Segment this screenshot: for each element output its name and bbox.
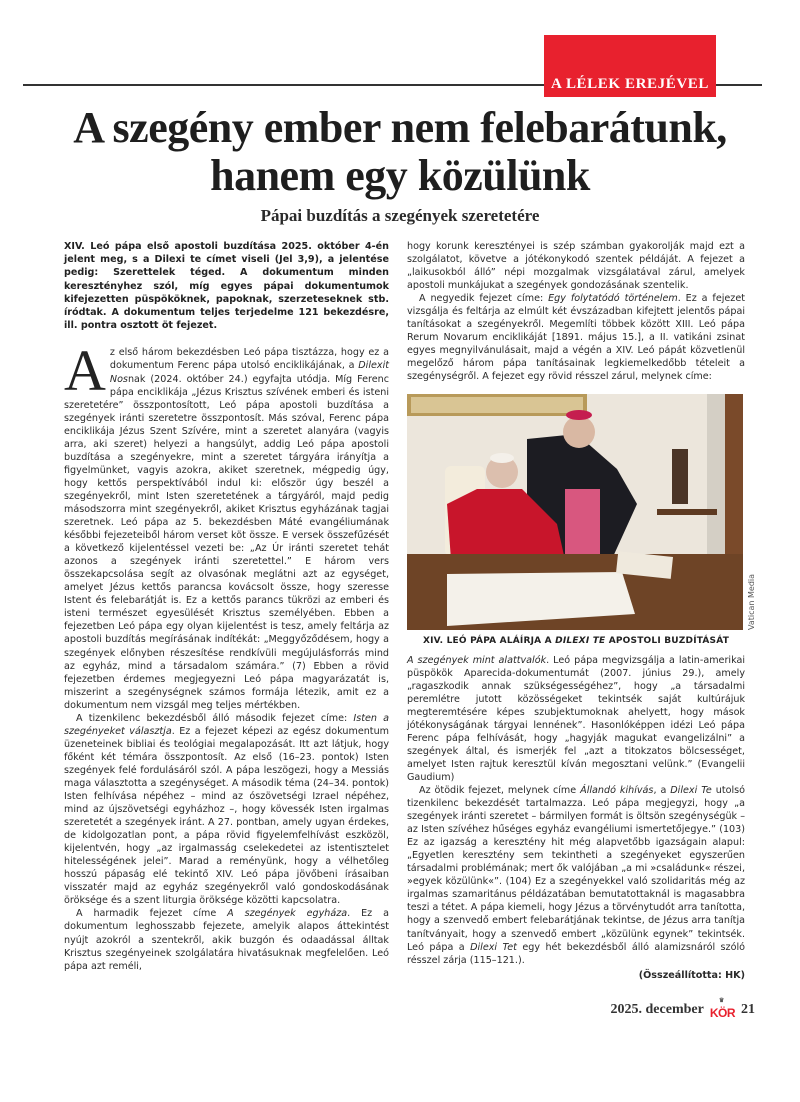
article-photo <box>407 394 743 630</box>
masthead <box>0 0 800 100</box>
text-run: . Ez a dokumentum leghosszabb fejezete, amelyik alapos áttekintést nyújt azokról a szentekről, akik buzgón és odaadással álltak Krisztus szegényeinek szolgálatára hivatásuknak megfelelően. Leó pápa azt reméli, <box>64 908 389 972</box>
page-footer <box>0 982 800 1040</box>
text-run: . Leó pápa megvizsgálja a latin-amerikai püspökök Aparecida-dokumentumát (2007. június 29.), amely „ragaszkodik annak szükségességéhez”, hogy „a társadalmi peremlétre jutott közösségeket tekintsék saját kultúrájuk megteremtésére képes szubjektumoknak ahelyett, hogy mások jótékonyságának tárgyai lennének”. Hasonlóképpen idézi Leó pápa Ferenc pápa felhívását, hogy „hagyják magukat evangelizálni” a szegények által, és ismerjék fel „azt a titokzatos bölcsességet, amelyet Isten rajtuk keresztül kíván megosztani velünk.” (Evangelii Gaudium) <box>407 654 745 783</box>
drop-cap: A <box>64 338 106 404</box>
paragraph-3-continued: hogy korunk keresztényei is szép számban gyakorolják majd ezt a szolgálatot, követve a jótékonykodó szentek példáját. A fejezet a „laikusokból álló” népi mozgalmak vizsgálatával zárul, amelyek apostoli munkájukat a szegények gondozásának szentelik. <box>407 241 745 292</box>
article-subtitle: Pápai buzdítás a szegények szeretetére <box>260 206 540 225</box>
caption-text: APOSTOLI BUZDÍTÁSÁT <box>605 635 730 646</box>
italic-title: Dilexi Te <box>670 784 712 796</box>
crown-icon: ♛ <box>718 997 724 1004</box>
header-rule <box>23 84 544 86</box>
text-run: egy hét bekezdésből álló alamizsnáról szóló résszel zárja (115–121.). <box>407 941 745 966</box>
section-label: A LÉLEK EREJÉVEL <box>551 76 709 92</box>
magazine-logo <box>709 997 735 1020</box>
paragraph-6 <box>407 784 745 967</box>
page-number: 21 <box>741 1001 755 1017</box>
left-column-wrap <box>64 240 389 973</box>
italic-title: Dilexit Nos <box>109 360 389 385</box>
text-run: Az ötödik fejezet, melynek címe <box>419 784 581 796</box>
lead-paragraph: XIV. Leó pápa első apostoli buzdítása 2025. október 4-én jelent meg, s a Dilexi te címet viseli (Jel 3,9), a jelentése pedig: Szerettelek téged. A dokumentum minden keresztényhez szól, míg egyes pápai dokumentumok kifejezetten püspököknek, papoknak, szerzeteseknek stb. íródtak. A dokumentum teljes terjedelme 121 bekezdésre, ill. pontra osztott öt fejezet. <box>64 241 389 332</box>
text-run: nak (2024. október 24.) egyfajta utódja. Míg Ferenc pápa enciklikája „Jézus Krisztus szívének emberi és isteni szeretetére” összpontosított, Leó pápa apostoli buzdítása a szegények iránti szeretetre összpontosít. Más szóval, Ferenc pápa enciklikája Jézus Szent Szívére, mint a szeretet alanyára (vagyis arra, aki szeret) helyezi a hangsúlyt, addig Leó pápa apostoli buzdítása a szegényekre, mint a szeretet tárgyára irányítja a figyelmünket, vagyis azokra, akiket szeretnek, mégpedig úgy, hogy kettős perspektívából indul ki: először úgy beszél a szegényekről, mint Isten szeretetének a tárgyáról, majd pedig másodszorra mint szegényekről, akiket Krisztus egyházának tagjai szeretnek. Leó pápa az 5. bekezdésben Máté evangéliumának későbbi fejezeteiből három verset köt össze. E versek összefűzését a következő kijelentéssel vezeti be: „Az Úr iránti szeretet tehát azonos a szegények iránti szeretettel.” E három vers összekapcsolása segít az olvasónak meglátni azt az egységet, amelyet Jézus kettős parancsa kovácsolt össze, hogy szeresse Istent és felebarátját is. Ez a kettős parancs tükrözi az emberi és isteni természet egyesülését Krisztus személyében. Ebben a fejezetben Leó pápa egy olyan kijelentést is tesz, amely feltárja az apostoli buzdítás megírásának indítékát: „Meggyőződésem, hogy a szegények előnyben részesítése rendkívüli megújulásforrás mind az egyház, mind a társadalom számára.” (7) Ebben a rövid fejezetben érdemes megjegyezni Leó pápa magyarázatát is, miszerint a szegénységnek számos formája létezik, amit ez a dokumentum nem vizsgál meg teljes mértékben. <box>64 373 389 711</box>
article-columns <box>0 226 800 982</box>
issue-date: 2025. december <box>610 1001 704 1017</box>
text-run: A tizenkilenc bekezdésből álló második fejezet címe: <box>76 712 354 724</box>
header-rule-right <box>716 84 762 86</box>
caption-italic: DILEXI TE <box>555 635 606 646</box>
italic-title: Isten a szegényeket választja <box>64 712 389 737</box>
body-column-right-top <box>407 240 745 384</box>
caption-text: XIV. LEÓ PÁPA ALÁÍRJA A <box>422 635 556 646</box>
photo-caption <box>407 636 745 646</box>
paragraph-4 <box>407 292 745 383</box>
title-line-1: A szegény ember nem felebarátunk, <box>73 103 727 152</box>
logo-text: KÖR <box>709 1005 735 1020</box>
photo-credit-wrap <box>747 394 759 630</box>
body-column-right-bottom <box>407 654 745 982</box>
body-column-left <box>64 338 389 972</box>
italic-title: Egy folytatódó történelem <box>548 293 678 305</box>
italic-title: A szegények egyháza <box>227 908 348 920</box>
text-run: A harmadik fejezet címe <box>76 908 228 920</box>
text-run: A negyedik fejezet címe: <box>419 293 549 305</box>
paragraph-5 <box>407 654 745 784</box>
author-signoff: (Összeállította: HK) <box>638 969 745 981</box>
section-tag <box>544 35 716 97</box>
text-run: , a <box>653 784 671 796</box>
paragraph-3 <box>64 907 389 972</box>
article-title <box>0 104 800 200</box>
italic-title: Állandó kihívás <box>580 784 654 796</box>
photo-credit: Vatican Media <box>747 573 756 630</box>
title-line-2: hanem egy közülünk <box>210 151 590 200</box>
paragraph-1 <box>64 338 389 711</box>
italic-title: Dilexi Tet <box>470 941 517 953</box>
article-figure <box>407 394 756 646</box>
text-run: . Ez a fejezet vizsgálja és feltárja az elmúlt két évszázadban kifejtett jelentős pápai tanításokat a szegényekről. Megemlíti többek között XIII. Leó pápa Rerum Novarum enciklikáját [1891. május 15.], a II. vatikáni zsinat egyes megnyilvánulásait, majd a végén a XIV. Leó pápát közvetlenül megelőző három pápa tanításainak legkiemelkedőbb tételeit a szegénységről. A fejezet egy rövid résszel zárul, melynek címe: <box>407 293 745 383</box>
paragraph-2 <box>64 712 389 908</box>
text-run: z első három bekezdésben Leó pápa tisztázza, hogy ez a dokumentum Ferenc pápa utolsó enciklikájának, a <box>109 347 389 372</box>
photo-pope-signing <box>407 394 743 630</box>
text-run: . Ez a fejezet képezi az egész dokumentum üzeneteinek bibliai és teológiai megalapozását. Itt azt látjuk, hogy főként két témára összpontosít. Az első (16–23. pontok) Isten szegények felé fordulásáról szól. A pápa leszögezi, hogy a Messiás maga választotta a szegénységet. A második téma (24–34. pontok) Isten felhívása népéhez – mind az ószövetségi Izrael népéhez, mind az újszövetségi egyházhoz –, hogy kövessék Isten irgalmas szeretetét a szegények iránt. A 27. pontban, amely ugyan érdekes, de kidolgozatlan pont, a pápa rövid figyelemfelhívást eszközöl, kijelentvén, hogy „az irgalmasság cselekedetei az istentisztelet hitelességének jelei”. Marad a reményünk, hogy a vélhetőleg hosszú pápaság elé tekintő XIV. Leó pápa jövőbeni írásaiban visszatér majd az egyház szegényekről való gondoskodásának öröksége és a szent liturgia öröksége közötti kapcsolatra. <box>64 725 389 907</box>
text-run: utolsó tizenkilenc bekezdését tartalmazza. Leó pápa megjegyzi, hogy „a szegények iránti szeretet – bármilyen formát is öltsön szegénységük – az Isten szívéhez hűséges egyház evangéliumi ismertetőjegye.” (103) Ez az igazság a keresztény hit még alapvetőbb igazságain alapul: „Egyetlen keresztény sem tekintheti a szegényeket egyszerűen társadalmi problémának; mert ők valójában „a mi »családunk« részei, »egyek közülünk«”. (104) Ez a szegényekkel való szolidaritás még az irgalmas szamaritánus példázatában bemutatottaknál is magasabbra teszi a tétet. A pápa kiemeli, hogy Jézus a törvénytudót arra tanította, hogy a szenvedő embert felebarátjának tekintse, de Jézus arra tanítja tanítványait, hogy a szenvedő embert „közülünk egynek” tekintsék. Leó pápa a <box>407 784 746 953</box>
right-column-wrap <box>407 240 756 982</box>
italic-title: A szegények mint alattvalók <box>407 654 547 666</box>
